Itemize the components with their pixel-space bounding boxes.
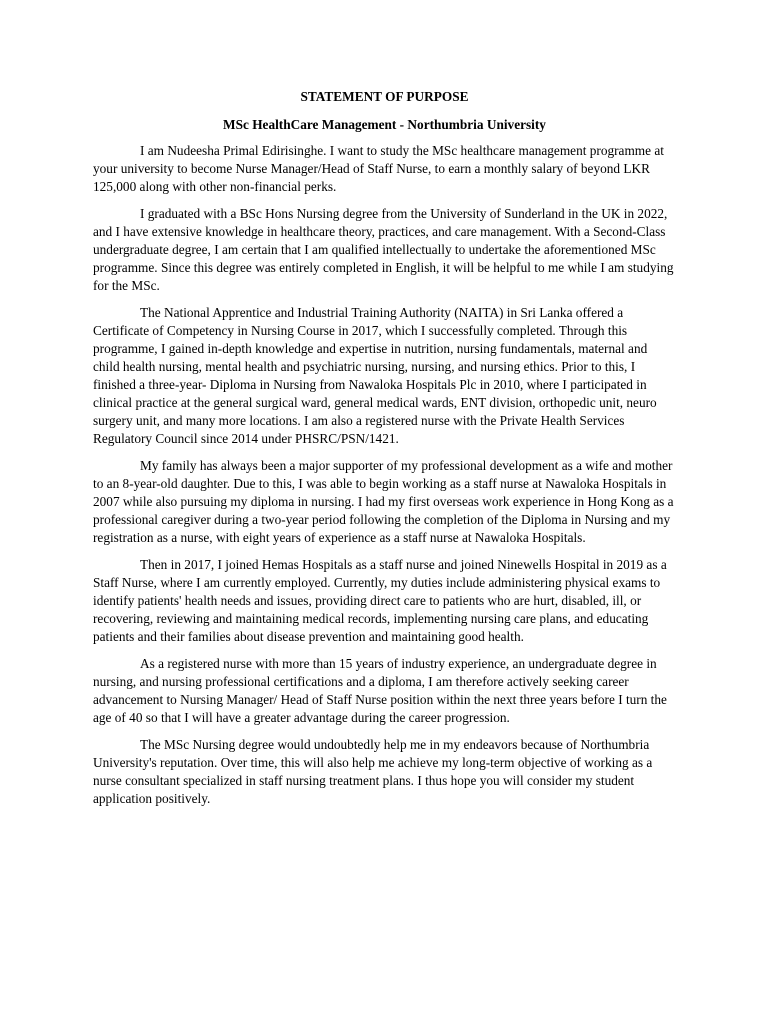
document-subtitle: MSc HealthCare Management - Northumbria University — [223, 117, 546, 132]
paragraph-conclusion: The MSc Nursing degree would undoubtedly help me in my endeavors because of Northumbria University's reputation. Over time, this will also help me achieve my long-term objective of working as a nurse consultant specialized in staff nursing treatment plans. I thus hope you will consider my student application positively. — [93, 737, 653, 806]
document-title: STATEMENT OF PURPOSE — [300, 89, 469, 104]
paragraph-current-employment: Then in 2017, I joined Hemas Hospitals as a staff nurse and joined Ninewells Hospital in 2019 as a Staff Nurse, where I am currently employed. Currently, my duties include administering physical exams to identify patients' health needs and issues, providing direct care to patients who are hurt, disabled, ill, or recovering, reviewing and maintaining medical records, implementing nursing care plans, and educating patients and their families about disease prevention and maintaining good health. — [93, 557, 667, 644]
paragraph-undergraduate-degree: I graduated with a BSc Hons Nursing degree from the University of Sunderland in the UK in 2022, and I have extensive knowledge in healthcare theory, practices, and care management. With a Second-Class undergraduate degree, I am certain that I am qualified intellectually to undertake the aforementioned MSc programme. Since this degree was entirely completed in English, it will be helpful to me while I am studying for the MSc. — [93, 206, 674, 293]
paragraph-family-and-experience: My family has always been a major supporter of my professional development as a wife and mother to an 8-year-old daughter. Due to this, I was able to begin working as a staff nurse at Nawaloka Hospitals in 2007 while also pursuing my diploma in nursing. I had my first overseas work experience in Hong Kong as a professional caregiver during a two-year period following the completion of the Diploma in Nursing and my registration as a nurse, with eight years of experience as a staff nurse at Nawaloka Hospitals. — [93, 458, 674, 545]
paragraph-career-goals: As a registered nurse with more than 15 years of industry experience, an undergraduate degree in nursing, and nursing professional certifications and a diploma, I am therefore actively seeking career advancement to Nursing Manager/ Head of Staff Nurse position within the next three years before I turn the age of 40 so that I will have a greater advantage during the career progression. — [93, 656, 667, 725]
paragraph-certifications: The National Apprentice and Industrial Training Authority (NAITA) in Sri Lanka offered a Certificate of Competency in Nursing Course in 2017, which I successfully completed. Through this programme, I gained in-depth knowledge and expertise in nutrition, nursing fundamentals, maternal and child health nursing, mental health and psychiatric nursing, nursing, and nursing ethics. Prior to this, I finished a three-year- Diploma in Nursing from Nawaloka Hospitals Plc in 2010, where I participated in clinical practice at the general surgical ward, general medical wards, ENT division, orthopedic unit, neuro surgery unit, and many more locations. I am also a registered nurse with the Private Health Services Regulatory Council since 2014 under PHSRC/PSN/1421. — [93, 305, 657, 446]
paragraph-introduction: I am Nudeesha Primal Edirisinghe. I want to study the MSc healthcare management programme at your university to become Nurse Manager/Head of Staff Nurse, to earn a monthly salary of beyond LKR 125,000 along with other non-financial perks. — [93, 143, 664, 194]
document-page — [93, 88, 676, 817]
